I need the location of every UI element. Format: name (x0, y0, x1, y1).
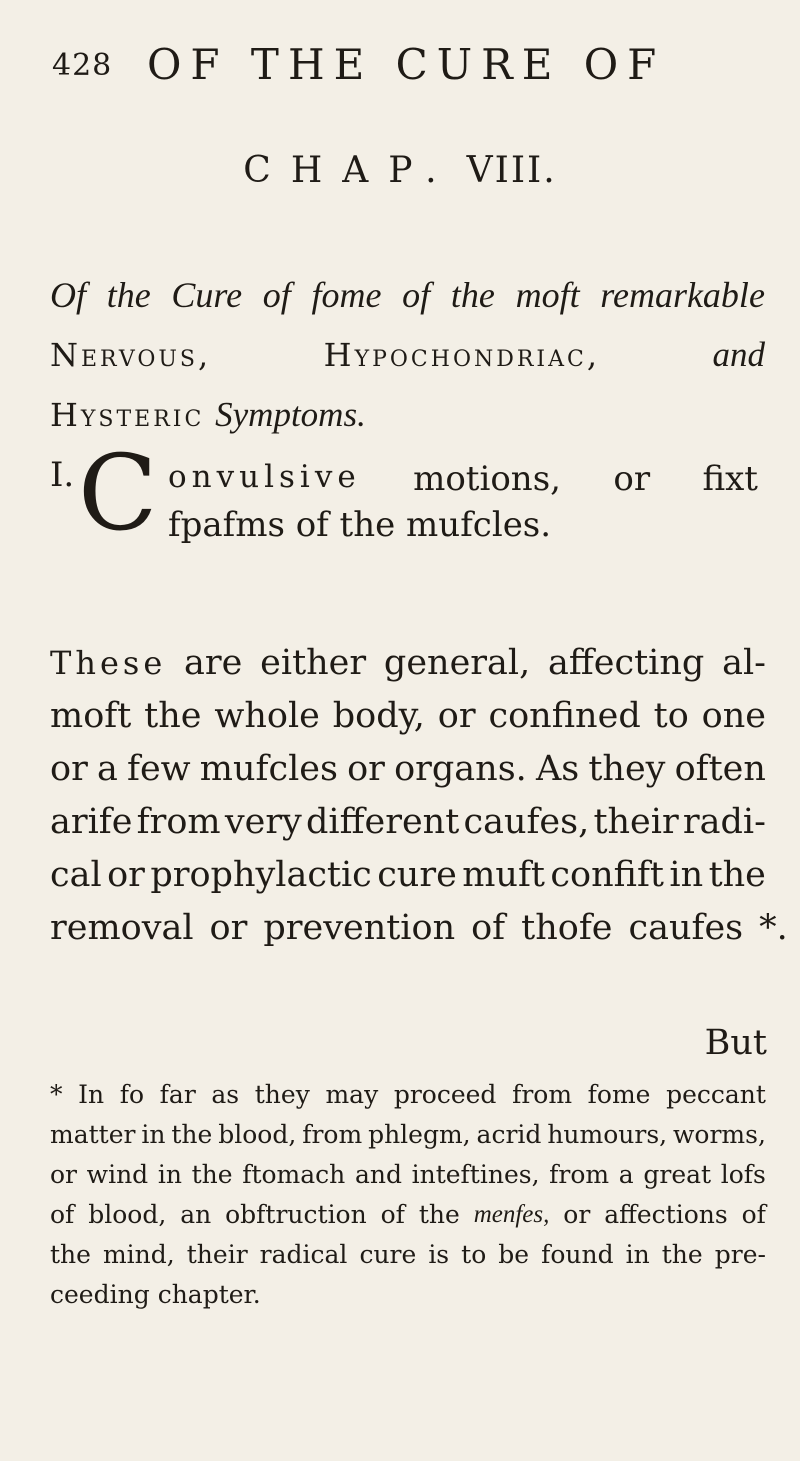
word: prevention (263, 908, 456, 948)
word: cure (359, 1240, 417, 1269)
title-word: fome (311, 275, 382, 315)
catchword: But (704, 1023, 767, 1063)
title-line-1 (50, 265, 765, 325)
word: of (741, 1200, 766, 1229)
footnote-line (50, 1155, 766, 1195)
word: to (461, 1240, 487, 1269)
section-word: fixt (702, 459, 758, 499)
word: moft (50, 696, 132, 736)
section-word: motions, (413, 459, 561, 499)
section-first-word: onvulsive (168, 459, 361, 495)
word: they (254, 1080, 310, 1109)
word: or (50, 1160, 78, 1189)
word: chapter. (157, 1280, 261, 1309)
paragraph-line (50, 902, 788, 955)
word: found (541, 1240, 614, 1269)
title-word: the (450, 275, 495, 315)
footnote-line (50, 1275, 766, 1315)
word: they (588, 749, 666, 789)
word: from (549, 1160, 610, 1189)
paragraph-first-word: These (50, 644, 167, 682)
word: their (593, 802, 679, 842)
word: the (191, 1160, 233, 1189)
word: or (107, 855, 145, 895)
title-word: Symptoms. (215, 395, 366, 434)
word: in (141, 1120, 166, 1149)
word: pre- (714, 1240, 766, 1269)
word: far (159, 1080, 196, 1109)
word: in (625, 1240, 650, 1269)
title-word: Nervous, (50, 336, 212, 374)
word: inteftines, (411, 1160, 540, 1189)
section-line-2: fpafms of the mufcles. (168, 505, 552, 545)
word: worms, (673, 1120, 766, 1149)
word: often (674, 749, 766, 789)
paragraph-line (50, 849, 766, 902)
word: from (302, 1120, 363, 1149)
chapter-number: VIII. (466, 150, 557, 191)
word: different (306, 802, 460, 842)
word: proceed (393, 1080, 497, 1109)
word: of (50, 1200, 75, 1229)
word: menfes, (473, 1201, 550, 1228)
paragraph-line (50, 743, 766, 796)
paragraph-line (50, 690, 766, 743)
word: or (50, 749, 88, 789)
word: cure (377, 855, 457, 895)
word: affections (604, 1200, 728, 1229)
footnote-line (50, 1235, 766, 1275)
word: affecting (548, 643, 705, 683)
title-word: of (402, 275, 431, 315)
word: or (347, 749, 385, 789)
word: is (428, 1240, 450, 1269)
word: humours, (547, 1120, 668, 1149)
word: general, (383, 643, 531, 683)
title-word: Cure (171, 275, 243, 315)
title-word: the (106, 275, 151, 315)
title-word: Of (50, 275, 86, 315)
page-header (52, 40, 752, 100)
word: peccant (666, 1080, 766, 1109)
word: may (325, 1080, 379, 1109)
title-word: and (712, 335, 765, 374)
word: caufes, (463, 802, 590, 842)
word: phlegm, (368, 1120, 471, 1149)
chapter-label: CHAP. (243, 150, 457, 191)
footnote-line (50, 1075, 766, 1115)
word: ftomach (242, 1160, 346, 1189)
body-paragraph (50, 637, 788, 955)
page-number: 428 (52, 48, 113, 83)
footnote-line (50, 1115, 766, 1155)
running-head: OF THE CURE OF (147, 40, 666, 89)
word: their (186, 1240, 248, 1269)
word: an (180, 1200, 212, 1229)
title-word: remarkable (600, 275, 765, 315)
word: radical (259, 1240, 348, 1269)
word: the (50, 1240, 91, 1269)
word: In (78, 1080, 105, 1109)
paragraph-line (50, 796, 766, 849)
word: or (437, 696, 476, 736)
word: the (661, 1240, 703, 1269)
word: radi- (682, 802, 766, 842)
title-word: of (262, 275, 291, 315)
word: in (669, 855, 704, 895)
word: to (653, 696, 689, 736)
section-word: or (613, 459, 651, 499)
title-word: Hysteric (50, 396, 205, 434)
word: wind (86, 1160, 149, 1189)
word: arife (50, 802, 133, 842)
word: obftruction (225, 1200, 367, 1229)
paragraph-line (50, 637, 766, 690)
title-word: Hypochondriac, (323, 336, 601, 374)
title-line-2 (50, 325, 765, 385)
word: and (354, 1160, 402, 1189)
word: the (708, 855, 766, 895)
word: the (418, 1200, 460, 1229)
word: of (380, 1200, 405, 1229)
word: confift (550, 855, 664, 895)
word: fome (587, 1080, 651, 1109)
footnote-marker: *. (759, 908, 788, 948)
word: one (701, 696, 766, 736)
word: thofe (521, 908, 613, 948)
drop-cap: C (78, 432, 158, 554)
word: either (260, 643, 367, 683)
footnote-line (50, 1195, 766, 1235)
section-one (50, 432, 770, 565)
section-number: I. (50, 455, 75, 495)
word: a (96, 749, 118, 789)
word: cal (50, 855, 102, 895)
word: blood, (218, 1120, 297, 1149)
word: be (498, 1240, 530, 1269)
section-line-1 (168, 459, 758, 499)
word: great (643, 1160, 712, 1189)
word: the (171, 1120, 213, 1149)
word: acrid (476, 1120, 542, 1149)
word: ceeding (50, 1280, 150, 1309)
word: confined (488, 696, 641, 736)
word: as (211, 1080, 240, 1109)
word: mufcles (199, 749, 338, 789)
word: blood, (88, 1200, 167, 1229)
word: or (563, 1200, 591, 1229)
word: prophylactic (150, 855, 372, 895)
word: matter (50, 1120, 136, 1149)
word: from (136, 802, 221, 842)
word: of (471, 908, 506, 948)
word: mind, (102, 1240, 175, 1269)
word: are (184, 643, 243, 683)
word: lofs (720, 1160, 766, 1189)
word: muft (462, 855, 545, 895)
word: a (618, 1160, 634, 1189)
title-word: moft (515, 275, 580, 315)
word: very (224, 802, 302, 842)
footnote-marker: * (50, 1080, 63, 1109)
word: fo (119, 1080, 145, 1109)
word: organs. (394, 749, 527, 789)
word: the (144, 696, 202, 736)
chapter-title (50, 265, 765, 445)
word: As (535, 749, 580, 789)
word: or (209, 908, 248, 948)
word: from (512, 1080, 573, 1109)
word: caufes (628, 908, 744, 948)
word: body, (332, 696, 425, 736)
footnote (50, 1075, 766, 1315)
word: whole (214, 696, 320, 736)
word: removal (50, 908, 194, 948)
chapter-heading (0, 150, 800, 191)
word: few (127, 749, 191, 789)
word: in (157, 1160, 182, 1189)
word: al- (722, 643, 766, 683)
